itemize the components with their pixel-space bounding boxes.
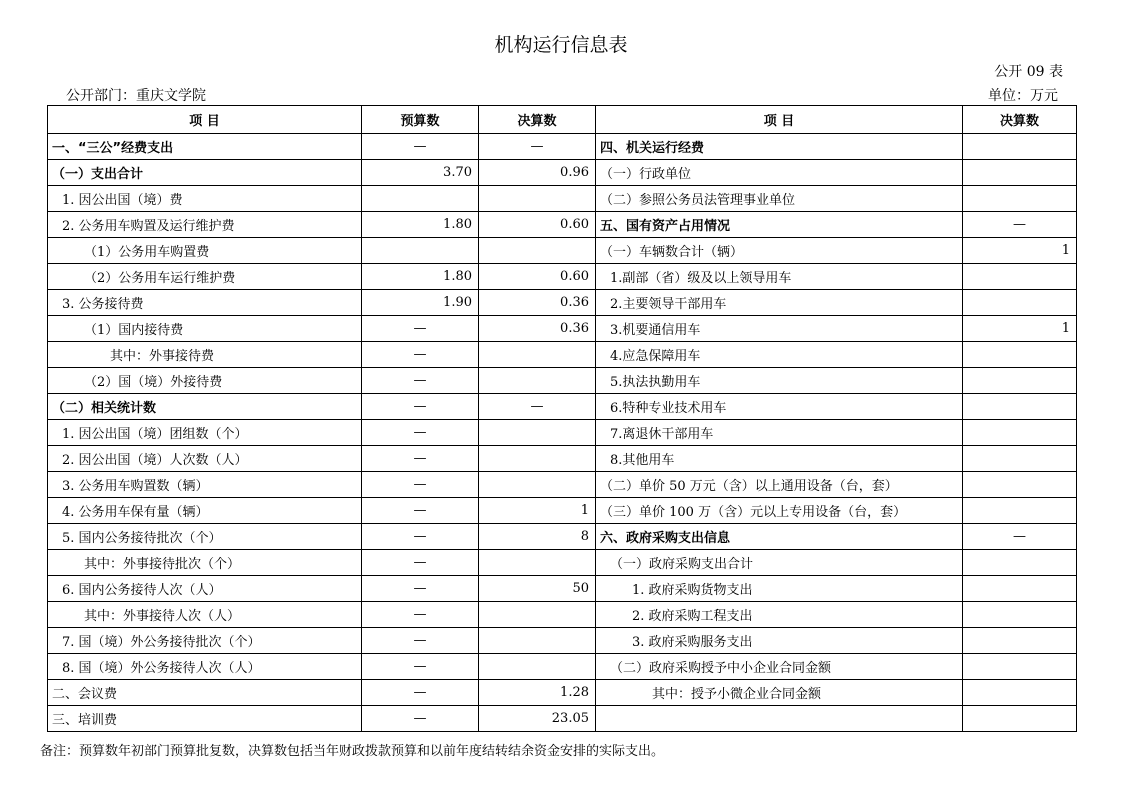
budget-cell (362, 238, 479, 264)
table-row (48, 290, 1077, 316)
final-cell: 0.96 (479, 160, 596, 186)
left-item-cell: 2. 因公出国（境）人次数（人） (48, 446, 362, 472)
form-number: 公开 09 表 (994, 64, 1063, 80)
budget-cell: — (362, 134, 479, 160)
right-item-cell: （二）政府采购授予中小企业合同金额 (596, 654, 963, 680)
right-item-cell: （二）参照公务员法管理事业单位 (596, 186, 963, 212)
final-cell: — (479, 134, 596, 160)
right-final-cell (963, 446, 1077, 472)
final-cell (479, 420, 596, 446)
right-item-cell: 1.副部（省）级及以上领导用车 (596, 264, 963, 290)
right-final-cell (963, 394, 1077, 420)
budget-cell: — (362, 654, 479, 680)
budget-cell: — (362, 576, 479, 602)
right-item-cell: （一）车辆数合计（辆） (596, 238, 963, 264)
left-item-cell: （二）相关统计数 (48, 394, 362, 420)
table-row (48, 238, 1077, 264)
left-item-cell: 1. 因公出国（境）团组数（个） (48, 420, 362, 446)
right-final-cell (963, 290, 1077, 316)
right-final-cell (963, 472, 1077, 498)
right-final-cell (963, 498, 1077, 524)
final-cell: 1.28 (479, 680, 596, 706)
final-cell (479, 368, 596, 394)
table-row (48, 524, 1077, 550)
operation-info-table (47, 105, 1077, 732)
final-cell (479, 602, 596, 628)
final-cell: — (479, 394, 596, 420)
left-item-cell: 其中：外事接待批次（个） (48, 550, 362, 576)
right-item-cell: 4.应急保障用车 (596, 342, 963, 368)
final-cell: 0.60 (479, 212, 596, 238)
right-final-cell (963, 602, 1077, 628)
table-row (48, 706, 1077, 732)
budget-cell: — (362, 524, 479, 550)
budget-cell: — (362, 706, 479, 732)
final-cell: 0.60 (479, 264, 596, 290)
left-item-cell: 三、培训费 (48, 706, 362, 732)
budget-cell: — (362, 550, 479, 576)
right-final-cell (963, 550, 1077, 576)
right-final-cell: 1 (963, 316, 1077, 342)
budget-cell: — (362, 342, 479, 368)
right-final-cell (963, 420, 1077, 446)
table-row (48, 602, 1077, 628)
right-item-cell: 1. 政府采购货物支出 (596, 576, 963, 602)
header-final: 决算数 (479, 106, 596, 134)
table-row (48, 342, 1077, 368)
table-row (48, 160, 1077, 186)
left-item-cell: 2. 公务用车购置及运行维护费 (48, 212, 362, 238)
header-right-item: 项 目 (596, 106, 963, 134)
final-cell (479, 238, 596, 264)
table-row (48, 394, 1077, 420)
left-item-cell: 3. 公务接待费 (48, 290, 362, 316)
right-item-cell: 5.执法执勤用车 (596, 368, 963, 394)
budget-cell (362, 186, 479, 212)
budget-cell: — (362, 498, 479, 524)
right-item-cell: 3.机要通信用车 (596, 316, 963, 342)
left-item-cell: （2）国（境）外接待费 (48, 368, 362, 394)
left-item-cell: 1. 因公出国（境）费 (48, 186, 362, 212)
budget-cell: — (362, 420, 479, 446)
table-row (48, 134, 1077, 160)
left-item-cell: 6. 国内公务接待人次（人） (48, 576, 362, 602)
budget-cell: — (362, 394, 479, 420)
right-item-cell: 8.其他用车 (596, 446, 963, 472)
right-item-cell: 五、国有资产占用情况 (596, 212, 963, 238)
table-row (48, 316, 1077, 342)
footnote: 备注：预算数年初部门预算批复数，决算数包括当年财政拨款预算和以前年度结转结余资金安排的实际支出。 (40, 744, 665, 759)
budget-cell: — (362, 628, 479, 654)
left-item-cell: （1）公务用车购置费 (48, 238, 362, 264)
right-item-cell: （三）单价 100 万（含）元以上专用设备（台，套） (596, 498, 963, 524)
header-left-item: 项 目 (48, 106, 362, 134)
table-body (48, 134, 1077, 732)
right-final-cell (963, 342, 1077, 368)
right-final-cell: — (963, 524, 1077, 550)
table-row (48, 472, 1077, 498)
left-item-cell: 一、“三公”经费支出 (48, 134, 362, 160)
left-item-cell: 8. 国（境）外公务接待人次（人） (48, 654, 362, 680)
right-final-cell (963, 628, 1077, 654)
budget-cell: 1.80 (362, 264, 479, 290)
left-item-cell: 3. 公务用车购置数（辆） (48, 472, 362, 498)
right-item-cell: 6.特种专业技术用车 (596, 394, 963, 420)
final-cell: 0.36 (479, 290, 596, 316)
budget-cell: — (362, 680, 479, 706)
right-item-cell: （二）单价 50 万元（含）以上通用设备（台，套） (596, 472, 963, 498)
budget-cell: 1.90 (362, 290, 479, 316)
table-row (48, 498, 1077, 524)
right-final-cell (963, 264, 1077, 290)
right-final-cell: 1 (963, 238, 1077, 264)
table-header-row (48, 106, 1077, 134)
table-row (48, 550, 1077, 576)
right-item-cell: （一）政府采购支出合计 (596, 550, 963, 576)
right-final-cell (963, 654, 1077, 680)
final-cell (479, 550, 596, 576)
final-cell (479, 446, 596, 472)
budget-cell: — (362, 446, 479, 472)
table-row (48, 368, 1077, 394)
right-final-cell (963, 368, 1077, 394)
right-final-cell (963, 186, 1077, 212)
right-item-cell: 7.离退休干部用车 (596, 420, 963, 446)
right-final-cell (963, 160, 1077, 186)
right-item-cell: 其中：授予小微企业合同金额 (596, 680, 963, 706)
header-right-final: 决算数 (963, 106, 1077, 134)
budget-cell: — (362, 602, 479, 628)
right-final-cell (963, 576, 1077, 602)
left-item-cell: 二、会议费 (48, 680, 362, 706)
right-item-cell: 3. 政府采购服务支出 (596, 628, 963, 654)
right-item-cell (596, 706, 963, 732)
left-item-cell: 4. 公务用车保有量（辆） (48, 498, 362, 524)
budget-cell: — (362, 368, 479, 394)
left-item-cell: 其中：外事接待费 (48, 342, 362, 368)
table-row (48, 420, 1077, 446)
right-item-cell: 六、政府采购支出信息 (596, 524, 963, 550)
right-item-cell: 2. 政府采购工程支出 (596, 602, 963, 628)
final-cell (479, 186, 596, 212)
right-item-cell: 四、机关运行经费 (596, 134, 963, 160)
budget-cell: 1.80 (362, 212, 479, 238)
table-row (48, 186, 1077, 212)
final-cell: 0.36 (479, 316, 596, 342)
table-row (48, 446, 1077, 472)
left-item-cell: 其中：外事接待人次（人） (48, 602, 362, 628)
right-final-cell (963, 134, 1077, 160)
right-final-cell (963, 680, 1077, 706)
budget-cell: — (362, 316, 479, 342)
page-title: 机构运行信息表 (494, 34, 628, 56)
department-label: 公开部门：重庆文学院 (66, 88, 206, 104)
final-cell: 23.05 (479, 706, 596, 732)
table-row (48, 628, 1077, 654)
right-item-cell: 2.主要领导干部用车 (596, 290, 963, 316)
right-final-cell: — (963, 212, 1077, 238)
final-cell (479, 654, 596, 680)
left-item-cell: （1）国内接待费 (48, 316, 362, 342)
final-cell: 1 (479, 498, 596, 524)
table-row (48, 212, 1077, 238)
table-row (48, 264, 1077, 290)
unit-label: 单位：万元 (988, 88, 1058, 104)
budget-cell: 3.70 (362, 160, 479, 186)
table-row (48, 680, 1077, 706)
right-item-cell: （一）行政单位 (596, 160, 963, 186)
header-budget: 预算数 (362, 106, 479, 134)
left-item-cell: 5. 国内公务接待批次（个） (48, 524, 362, 550)
right-final-cell (963, 706, 1077, 732)
final-cell (479, 342, 596, 368)
final-cell (479, 628, 596, 654)
budget-cell: — (362, 472, 479, 498)
left-item-cell: 7. 国（境）外公务接待批次（个） (48, 628, 362, 654)
left-item-cell: （一）支出合计 (48, 160, 362, 186)
final-cell: 50 (479, 576, 596, 602)
table-row (48, 576, 1077, 602)
left-item-cell: （2）公务用车运行维护费 (48, 264, 362, 290)
table-row (48, 654, 1077, 680)
final-cell (479, 472, 596, 498)
final-cell: 8 (479, 524, 596, 550)
